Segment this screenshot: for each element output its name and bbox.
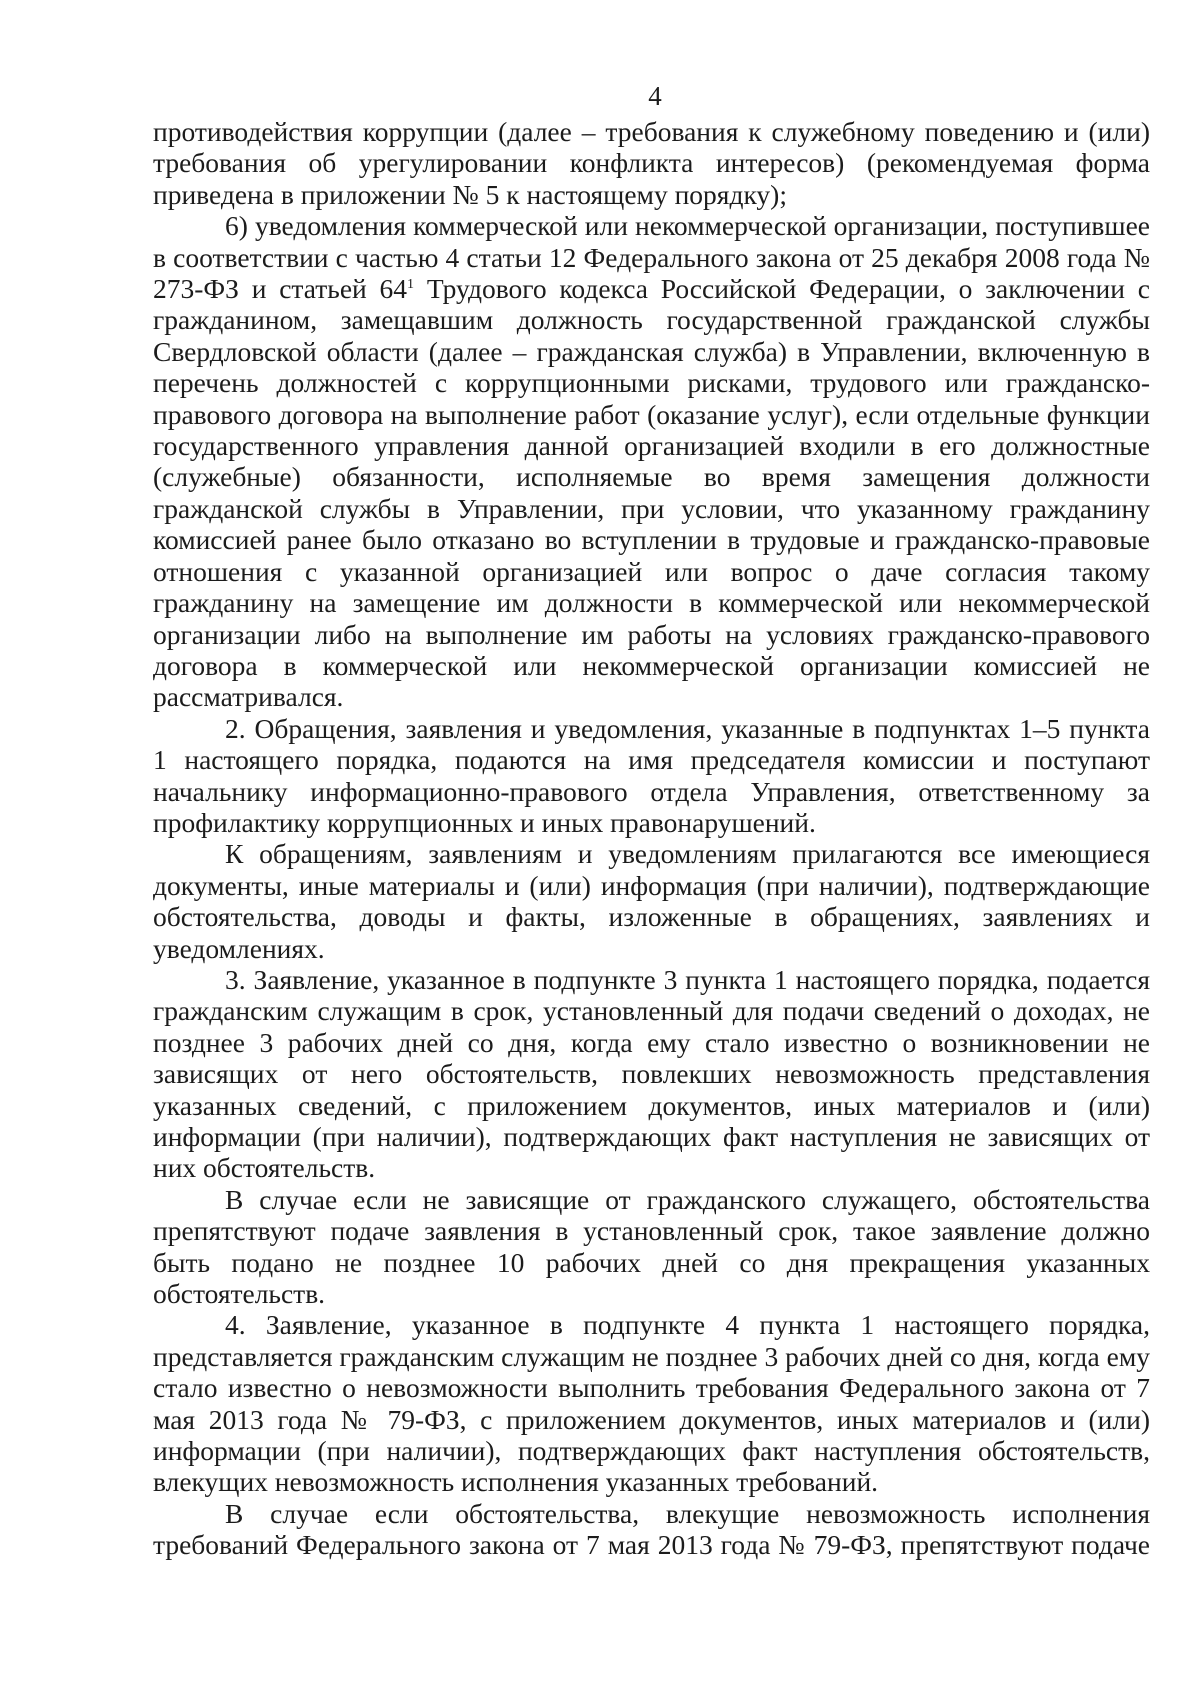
- paragraph-item-4: [153, 1309, 1150, 1497]
- paragraph-item-6: [153, 210, 1150, 713]
- paragraph-text: противодействия коррупции (далее – требования к служебному поведению и (или) требования об урегулировании конфликта интересов) (рекомендуемая форма приведена в приложении № 5 к настоящему порядку);: [153, 116, 1150, 210]
- document-body: [153, 116, 1150, 1561]
- paragraph-text: 4. Заявление, указанное в подпункте 4 пункта 1 настоящего порядка, представляется гражданским служащим не позднее 3 рабочих дней со дня, когда ему стало известно о невозможности выполнить требования Федерального закона от 7 мая 2013 года № 79-ФЗ, с приложением документов, иных материалов и (или) информации (при наличии), подтверждающих факт наступления обстоятельств, влекущих невозможность исполнения указанных требований.: [153, 1309, 1150, 1498]
- paragraph-text: В случае если обстоятельства, влекущие невозможность исполнения требований Федерального закона от 7 мая 2013 года № 79-ФЗ, препятствуют подаче: [153, 1497, 1150, 1561]
- paragraph-text-part-1: 6) уведомления коммерческой или некоммерческой организации, поступившее в соответствии с частью 4 статьи 12 Федерального закона от 25 декабря 2008 года № 273-ФЗ и статьей 64: [153, 210, 1150, 305]
- paragraph-text: В случае если не зависящие от гражданского служащего, обстоятельства препятствуют подаче заявления в установленный срок, такое заявление должно быть подано не позднее 10 рабочих дней со дня прекращения указанных обстоятельств.: [153, 1183, 1150, 1310]
- paragraph-text: 3. Заявление, указанное в подпункте 3 пункта 1 настоящего порядка, подается гражданским служащим в срок, установленный для подачи сведений о доходах, не позднее 3 рабочих дней со дня, когда ему стало известно о возникновении не зависящих от него обстоятельств, повлекших невозможность представления указанных сведений, с приложением документов, иных материалов и (или) информации (при наличии), подтверждающих факт наступления не зависящих от них обстоятельств.: [153, 963, 1150, 1184]
- paragraph-item-3-case: [153, 1184, 1150, 1310]
- superscript-index: 1: [407, 276, 415, 292]
- paragraph-item-3: [153, 964, 1150, 1184]
- paragraph-continuation: [153, 116, 1150, 210]
- paragraph-item-2: [153, 713, 1150, 839]
- paragraph-text: 2. Обращения, заявления и уведомления, указанные в подпунктах 1–5 пункта 1 настоящего порядка, подаются на имя председателя комиссии и поступают начальнику информационно-правового отдела Управления, ответственному за профилактику коррупционных и иных правонарушений.: [153, 712, 1150, 838]
- paragraph-item-4-case: [153, 1498, 1150, 1561]
- paragraph-text-part-2: Трудового кодекса Российской Федерации, о заключении с гражданином, замещавшим должность государственной гражданской службы Свердловской области (далее – гражданская служба) в Управлении, включенную в перечень должностей с коррупционными рисками, трудового или гражданско-правового договора на выполнение работ (оказание услуг), если отдельные функции государственного управления данной организацией входили в его должностные (служебные) обязанности, исполняемые во время замещения должности гражданской службы в Управлении, при условии, что указанному гражданину комиссией ранее было отказано во вступлении в трудовые и гражданско-правовые отношения с указанной организацией или вопрос о даче согласия такому гражданину на замещение им должности в коммерческой или некоммерческой организации либо на выполнение им работы на условиях гражданско-правового договора в коммерческой или некоммерческой организации комиссией не рассматривался.: [153, 273, 1150, 713]
- page-number: 4: [648, 81, 662, 111]
- paragraph-text: К обращениям, заявлениям и уведомлениям прилагаются все имеющиеся документы, иные материалы и (или) информация (при наличии), подтверждающие обстоятельства, доводы и факты, изложенные в обращениях, заявлениях и уведомлениях.: [153, 838, 1150, 964]
- paragraph-item-2-attachments: [153, 838, 1150, 964]
